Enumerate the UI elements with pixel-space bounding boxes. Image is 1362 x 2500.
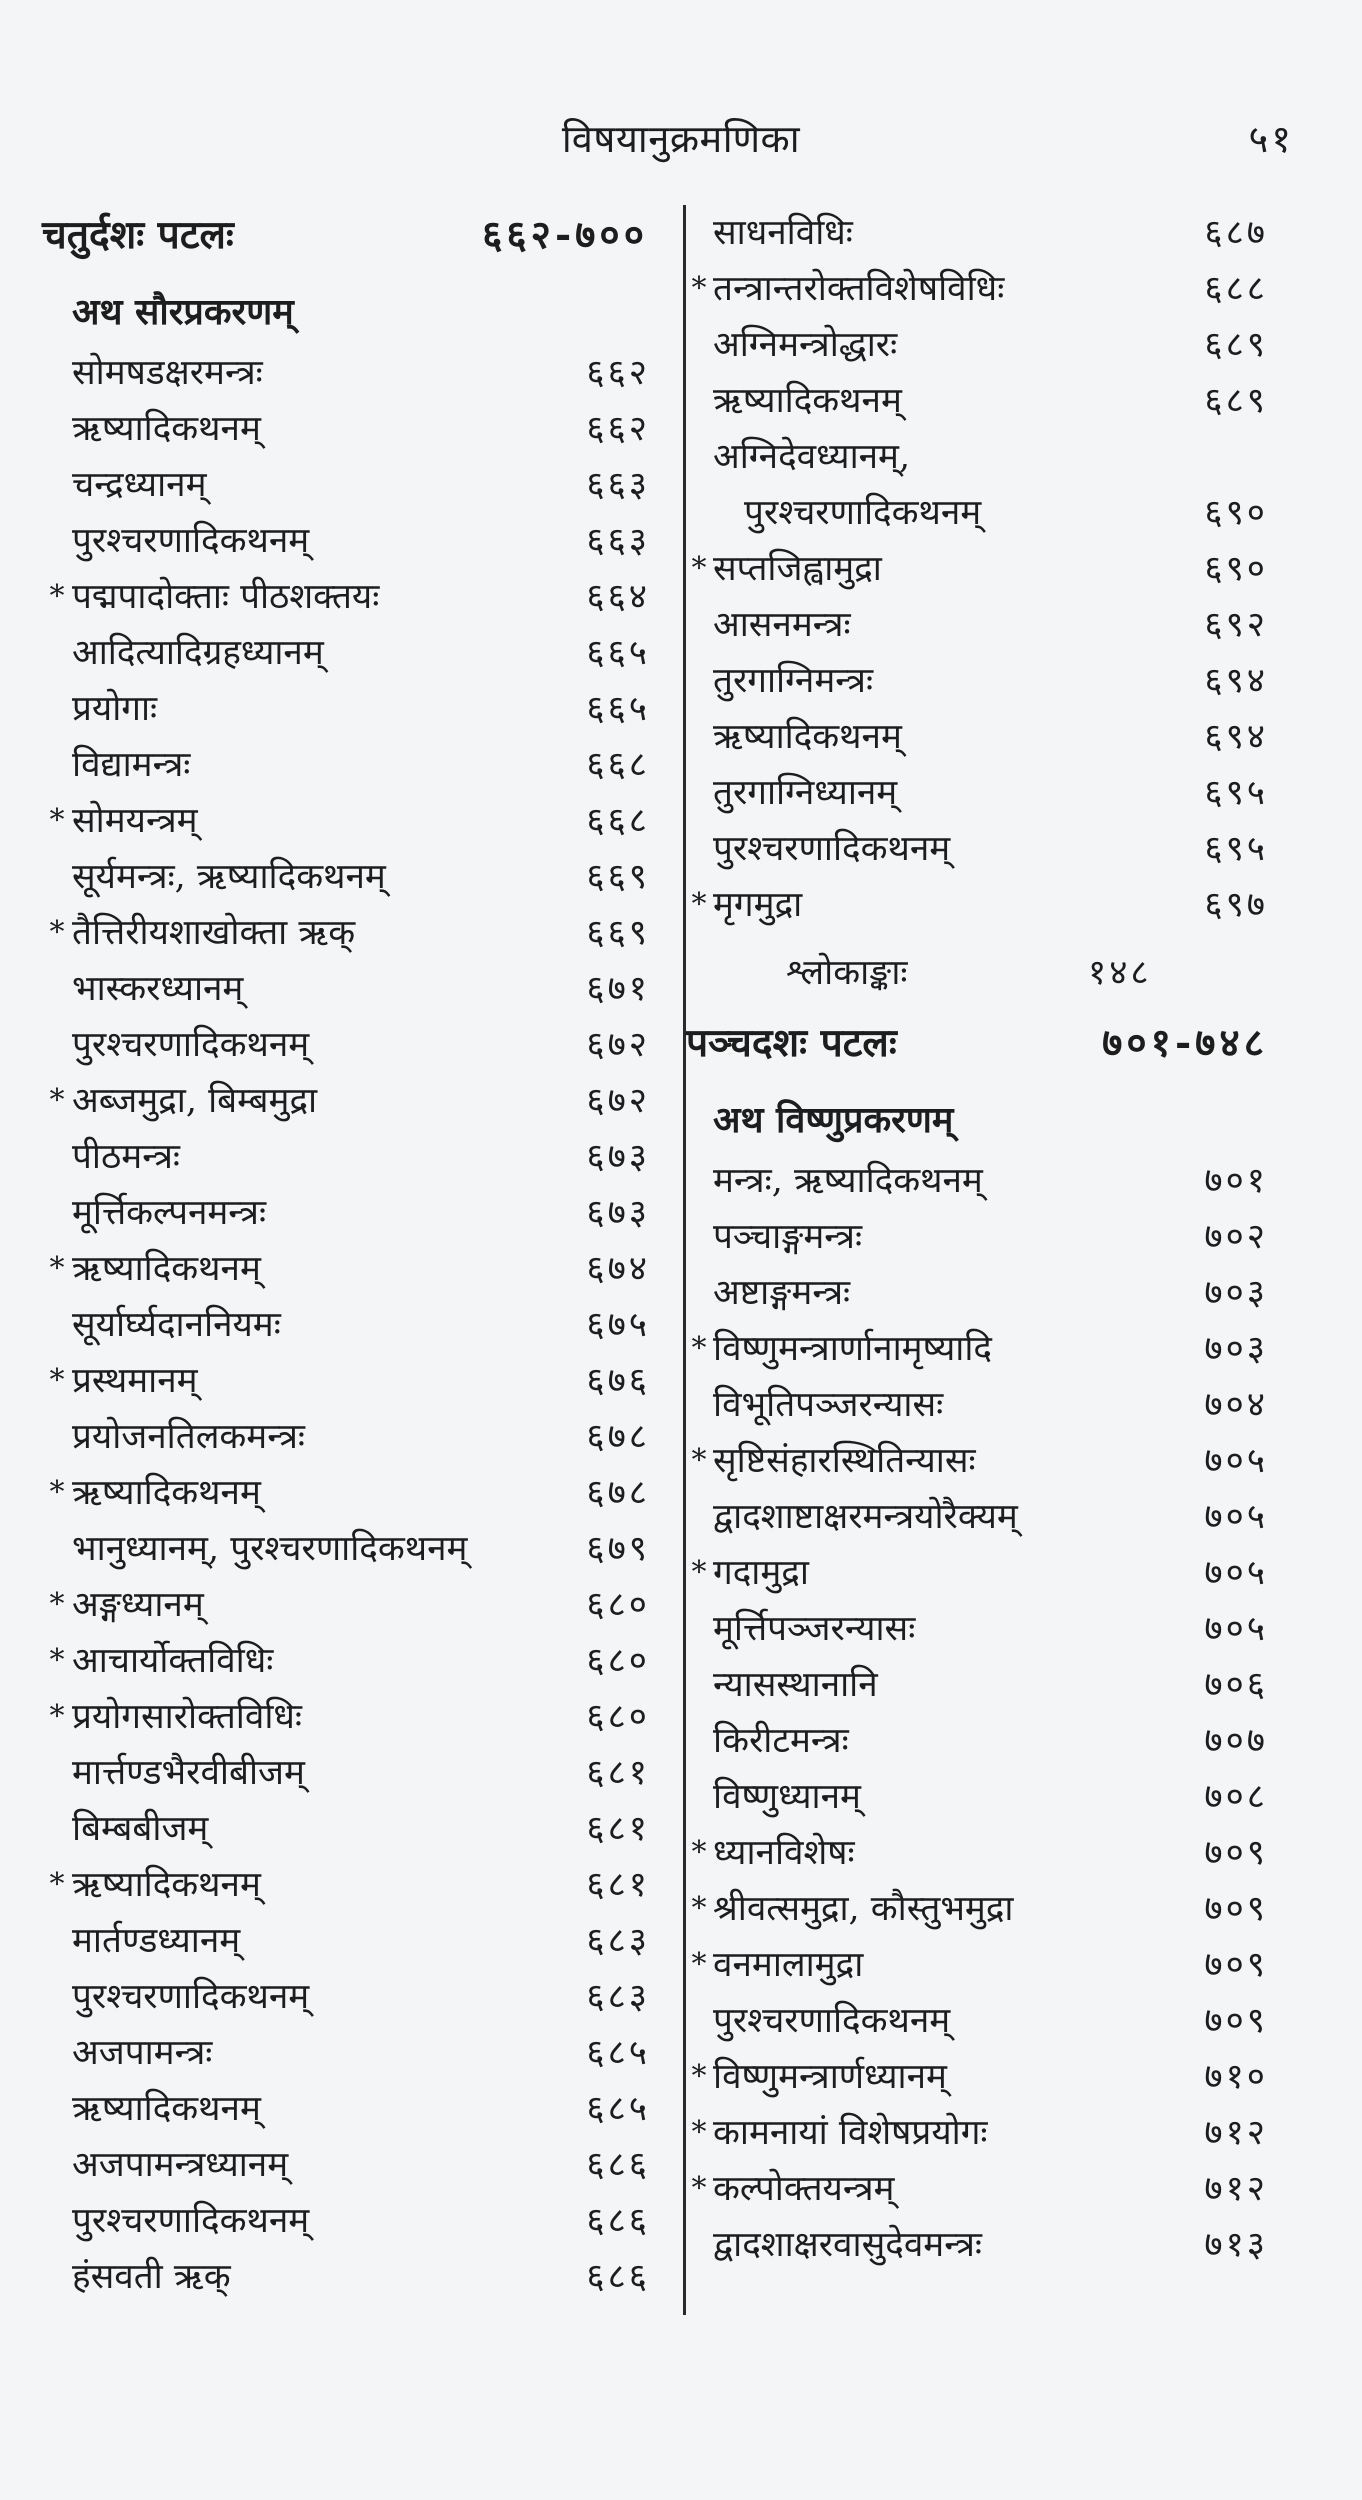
toc-entry-page: ७०८ — [1204, 1777, 1268, 1817]
toc-entry-title: मार्तण्डध्यानम् — [72, 1921, 241, 1961]
toc-entry-page: ६८० — [586, 1585, 650, 1625]
toc-entry — [686, 653, 1286, 709]
toc-entry-page: ६७४ — [586, 1249, 650, 1289]
asterisk-marker: * — [691, 2059, 707, 2094]
toc-entry-title: पुरश्चरणादिकथनम् — [713, 829, 951, 869]
toc-entry-title: ध्यानविशेषः — [713, 1833, 855, 1873]
toc-entry — [686, 1489, 1286, 1545]
toc-entry-page: ६९४ — [1204, 661, 1268, 701]
asterisk-marker: * — [49, 803, 65, 838]
toc-entry — [42, 1801, 660, 1857]
toc-entry-title: ऋष्यादिकथनम् — [72, 1865, 261, 1905]
toc-entry-page: ६६२ — [586, 409, 650, 449]
toc-entry-page: ६७८ — [586, 1473, 650, 1513]
asterisk-marker: * — [49, 915, 65, 950]
toc-entry-title: द्वादशाक्षरवासुदेवमन्त्रः — [713, 2225, 982, 2265]
toc-entry-page: ६८३ — [586, 1977, 650, 2017]
toc-entry-page: ६८६ — [586, 2145, 650, 2185]
toc-list — [686, 1153, 1286, 2273]
toc-entry-page: ६८६ — [586, 2257, 650, 2297]
toc-entry-title: तुरगाग्निमन्त्रः — [713, 661, 874, 701]
toc-entry-page: ६९५ — [1204, 829, 1268, 869]
toc-entry — [686, 1993, 1286, 2049]
toc-entry-page: ७०६ — [1204, 1665, 1268, 1705]
asterisk-marker: * — [49, 1083, 65, 1118]
toc-entry-page: ६८१ — [586, 1809, 650, 1849]
toc-entry-page: ६९० — [1204, 549, 1268, 589]
toc-entry — [42, 1129, 660, 1185]
toc-entry-page: ६८१ — [586, 1753, 650, 1793]
toc-entry — [686, 1881, 1286, 1937]
toc-entry-title: मार्त्तण्डभैरवीबीजम् — [72, 1753, 305, 1793]
toc-entry — [686, 205, 1286, 261]
toc-entry-title: किरीटमन्त्रः — [713, 1721, 849, 1761]
toc-entry-title: सप्तजिह्वामुद्रा — [713, 549, 882, 589]
toc-entry — [42, 1633, 660, 1689]
toc-entry-page: ७०५ — [1204, 1609, 1268, 1649]
toc-entry — [686, 1433, 1286, 1489]
toc-entry-page: ७०९ — [1204, 1945, 1268, 1985]
toc-entry-title: तुरगाग्निध्यानम् — [713, 773, 898, 813]
toc-entry — [42, 1857, 660, 1913]
toc-entry — [42, 2137, 660, 2193]
chapter-heading — [42, 205, 660, 265]
toc-entry — [42, 1521, 660, 1577]
toc-entry-title: अङ्गध्यानम् — [72, 1585, 204, 1625]
toc-entry-title: अष्टाङ्गमन्त्रः — [713, 1273, 851, 1313]
asterisk-marker: * — [49, 1699, 65, 1734]
toc-entry-page: ६८७ — [1204, 213, 1268, 253]
toc-entry-page: ६६३ — [586, 521, 650, 561]
toc-entry-title: प्रस्थमानम् — [72, 1361, 198, 1401]
toc-entry-page: ७०५ — [1204, 1553, 1268, 1593]
chapter-page-range: ७०१-७४८ — [1102, 1020, 1268, 1066]
toc-entry — [686, 2217, 1286, 2273]
toc-entry-title: भानुध्यानम्, पुरश्चरणादिकथनम् — [72, 1529, 468, 1569]
right-column — [686, 205, 1286, 2273]
toc-entry — [686, 2049, 1286, 2105]
toc-entry-title: प्रयोगाः — [72, 689, 158, 729]
toc-entry-title: ऋष्यादिकथनम् — [713, 381, 902, 421]
toc-entry-page: ६८० — [586, 1697, 650, 1737]
toc-entry-page: ६७५ — [586, 1305, 650, 1345]
toc-entry-title: तैत्तिरीयशाखोक्ता ऋक् — [72, 913, 356, 953]
toc-entry-page: ७०२ — [1204, 1217, 1268, 1257]
toc-entry-page: ६८६ — [586, 2201, 650, 2241]
asterisk-marker: * — [691, 1331, 707, 1366]
toc-entry-page: ६८९ — [1204, 381, 1268, 421]
asterisk-marker: * — [691, 2115, 707, 2150]
toc-entry — [42, 1241, 660, 1297]
toc-entry-title: विष्णुमन्त्रार्णध्यानम् — [713, 2057, 947, 2097]
toc-entry — [686, 1937, 1286, 1993]
toc-entry-title: वनमालामुद्रा — [713, 1945, 864, 1985]
toc-entry-title: कल्पोक्तयन्त्रम् — [713, 2169, 895, 2209]
toc-entry — [42, 513, 660, 569]
toc-entry-title: पद्मपादोक्ताः पीठशक्तयः — [72, 577, 380, 617]
toc-entry-title: आदित्यादिग्रहध्यानम् — [72, 633, 324, 673]
toc-entry — [42, 1577, 660, 1633]
toc-entry-title: पुरश्चरणादिकथनम् — [744, 493, 982, 533]
toc-entry-title: अग्निमन्त्रोद्धारः — [713, 325, 898, 365]
toc-entry — [42, 1913, 660, 1969]
asterisk-marker: * — [691, 271, 707, 306]
page-number: ५१ — [1248, 117, 1294, 161]
toc-entry-title: ऋष्यादिकथनम् — [72, 1473, 261, 1513]
toc-entry-page: ६९४ — [1204, 717, 1268, 757]
toc-entry — [686, 1713, 1286, 1769]
asterisk-marker: * — [691, 1443, 707, 1478]
toc-entry-title: द्वादशाष्टाक्षरमन्त्रयोरैक्यम् — [713, 1497, 1018, 1537]
page-title: विषयानुक्रमणिका — [561, 117, 801, 161]
toc-entry-title: पुरश्चरणादिकथनम् — [72, 1977, 310, 2017]
toc-entry — [686, 1321, 1286, 1377]
asterisk-marker: * — [49, 579, 65, 614]
toc-entry — [686, 2105, 1286, 2161]
toc-entry-page: ६७९ — [586, 1529, 650, 1569]
toc-entry — [686, 1769, 1286, 1825]
toc-entry-page: ६९२ — [1204, 605, 1268, 645]
toc-entry-title: सोमयन्त्रम् — [72, 801, 198, 841]
toc-entry-title: ऋष्यादिकथनम् — [72, 1249, 261, 1289]
toc-entry-title: पुरश्चरणादिकथनम् — [72, 521, 310, 561]
toc-entry — [42, 2081, 660, 2137]
toc-entry-page: ६७८ — [586, 1417, 650, 1457]
toc-entry — [686, 261, 1286, 317]
toc-entry — [686, 1601, 1286, 1657]
toc-entry-title: सृष्टिसंहारस्थितिन्यासः — [713, 1441, 976, 1481]
toc-entry — [42, 1409, 660, 1465]
asterisk-marker: * — [49, 1587, 65, 1622]
chapter-page-range: ६६२-७०० — [482, 212, 648, 258]
toc-entry-title: प्रयोजनतिलकमन्त्रः — [72, 1417, 305, 1457]
toc-entry-page: ६६४ — [586, 577, 650, 617]
toc-entry — [686, 485, 1286, 541]
toc-entry — [42, 1017, 660, 1073]
toc-entry-page: ६६२ — [586, 353, 650, 393]
toc-entry-title: विद्यामन्त्रः — [72, 745, 191, 785]
toc-entry-title: मन्त्रः, ऋष्यादिकथनम् — [713, 1161, 983, 1201]
toc-entry-page: ६८१ — [586, 1865, 650, 1905]
toc-entry-title: भास्करध्यानम् — [72, 969, 244, 1009]
toc-entry-title: सूर्यार्घ्यदाननियमः — [72, 1305, 281, 1345]
toc-entry — [686, 597, 1286, 653]
toc-entry-page: ६६९ — [586, 857, 650, 897]
toc-entry-title: हंसवती ऋक् — [72, 2257, 231, 2297]
toc-entry-title: आचार्योक्तविधिः — [72, 1641, 274, 1681]
toc-entry — [686, 317, 1286, 373]
toc-entry-title: पञ्चाङ्गमन्त्रः — [713, 1217, 863, 1257]
toc-entry-title: मृगमुद्रा — [713, 885, 803, 925]
toc-entry — [42, 793, 660, 849]
verse-count — [686, 933, 1286, 1013]
toc-entry-title: अजपामन्त्रः — [72, 2033, 213, 2073]
toc-entry — [42, 569, 660, 625]
toc-entry-page: ६७३ — [586, 1193, 650, 1233]
toc-entry-title: पुरश्चरणादिकथनम् — [72, 2201, 310, 2241]
toc-entry-title: प्रयोगसारोक्तविधिः — [72, 1697, 302, 1737]
toc-entry-page: ६७२ — [586, 1081, 650, 1121]
asterisk-marker: * — [49, 1251, 65, 1286]
toc-entry-page: ६९७ — [1204, 885, 1268, 925]
toc-entry-page: ६६३ — [586, 465, 650, 505]
toc-entry-page: ६७६ — [586, 1361, 650, 1401]
toc-entry — [686, 821, 1286, 877]
toc-entry-page: ७१२ — [1204, 2169, 1268, 2209]
toc-list — [42, 345, 660, 2305]
toc-entry-title: अग्निदेवध्यानम्, — [713, 437, 911, 477]
toc-entry — [42, 401, 660, 457]
toc-entry-title: साधनविधिः — [713, 213, 853, 253]
toc-entry-title: आसनमन्त्रः — [713, 605, 851, 645]
toc-entry-page: ६८९ — [1204, 325, 1268, 365]
toc-entry-title: सोमषडक्षरमन्त्रः — [72, 353, 263, 393]
toc-entry-page: ७०९ — [1204, 2001, 1268, 2041]
toc-entry — [42, 2249, 660, 2305]
toc-entry-title: श्रीवत्समुद्रा, कौस्तुभमुद्रा — [713, 1889, 1014, 1929]
toc-entry-title: अब्जमुद्रा, बिम्बमुद्रा — [72, 1081, 318, 1121]
toc-entry-title: मूर्त्तिकल्पनमन्त्रः — [72, 1193, 267, 1233]
toc-entry-title: बिम्बबीजम् — [72, 1809, 209, 1849]
toc-entry — [42, 1185, 660, 1241]
toc-entry — [686, 709, 1286, 765]
asterisk-marker: * — [691, 2171, 707, 2206]
toc-entry-page: ७०५ — [1204, 1441, 1268, 1481]
section-subheading: अथ विष्णुप्रकरणम् — [713, 1099, 954, 1141]
left-column — [42, 205, 660, 2305]
toc-entry — [686, 1657, 1286, 1713]
toc-entry-page: ६९५ — [1204, 773, 1268, 813]
toc-entry-title: ऋष्यादिकथनम् — [713, 717, 902, 757]
toc-entry — [686, 1377, 1286, 1433]
toc-entry — [42, 1689, 660, 1745]
toc-entry-page: ६८३ — [586, 1921, 650, 1961]
asterisk-marker: * — [691, 1835, 707, 1870]
toc-entry-page: ७०३ — [1204, 1273, 1268, 1313]
toc-entry-page: ६७१ — [586, 969, 650, 1009]
toc-entry — [686, 1265, 1286, 1321]
asterisk-marker: * — [691, 1891, 707, 1926]
section-subheading: अथ सौरप्रकरणम् — [72, 291, 294, 333]
toc-entry — [42, 905, 660, 961]
toc-entry-title: विष्णुमन्त्रार्णानामृष्यादि — [713, 1329, 993, 1369]
toc-entry-page: ६६५ — [586, 633, 650, 673]
toc-entry — [686, 1209, 1286, 1265]
verse-count-label: श्लोकाङ्काः — [786, 953, 908, 993]
toc-entry-page: ७०१ — [1204, 1161, 1268, 1201]
toc-entry-title: पुरश्चरणादिकथनम् — [713, 2001, 951, 2041]
toc-entry — [42, 625, 660, 681]
toc-entry-page: ६८५ — [586, 2033, 650, 2073]
toc-entry-page: ६६८ — [586, 801, 650, 841]
toc-entry-page: ७०४ — [1204, 1385, 1268, 1425]
toc-entry-page: ६९० — [1204, 493, 1268, 533]
toc-entry — [686, 765, 1286, 821]
toc-entry-page: ६६८ — [586, 745, 650, 785]
toc-entry-page: ७०३ — [1204, 1329, 1268, 1369]
toc-entry-title: ऋष्यादिकथनम् — [72, 409, 261, 449]
toc-entry — [42, 1353, 660, 1409]
toc-entry-page: ६६९ — [586, 913, 650, 953]
toc-entry-page: ७१३ — [1204, 2225, 1268, 2265]
toc-entry-page: ७१० — [1204, 2057, 1268, 2097]
toc-entry — [686, 1545, 1286, 1601]
asterisk-marker: * — [49, 1475, 65, 1510]
toc-entry-page: ६८८ — [1204, 269, 1268, 309]
toc-entry-page: ७०५ — [1204, 1497, 1268, 1537]
toc-entry — [686, 877, 1286, 933]
toc-entry-title: चन्द्रध्यानम् — [72, 465, 207, 505]
chapter-title: चतुर्दशः पटलः — [42, 212, 234, 258]
toc-entry — [42, 457, 660, 513]
toc-entry-title: ऋष्यादिकथनम् — [72, 2089, 261, 2129]
toc-entry-page: ७०७ — [1204, 1721, 1268, 1761]
toc-entry-title: न्यासस्थानानि — [713, 1665, 878, 1705]
toc-entry-page: ६८० — [586, 1641, 650, 1681]
asterisk-marker: * — [691, 887, 707, 922]
toc-entry-title: सूर्यमन्त्रः, ऋष्यादिकथनम् — [72, 857, 386, 897]
asterisk-marker: * — [49, 1643, 65, 1678]
toc-entry — [42, 737, 660, 793]
asterisk-marker: * — [49, 1867, 65, 1902]
toc-entry-title: विष्णुध्यानम् — [713, 1777, 861, 1817]
toc-entry-title: अजपामन्त्रध्यानम् — [72, 2145, 289, 2185]
toc-entry-title: कामनायां विशेषप्रयोगः — [713, 2113, 988, 2153]
toc-entry — [42, 1073, 660, 1129]
toc-entry — [686, 2161, 1286, 2217]
toc-entry — [686, 541, 1286, 597]
verse-count-value: १४८ — [1088, 953, 1152, 993]
toc-entry — [686, 373, 1286, 429]
chapter-heading — [686, 1013, 1286, 1073]
toc-entry-title: तन्त्रान्तरोक्तविशेषविधिः — [713, 269, 1005, 309]
asterisk-marker: * — [691, 1555, 707, 1590]
toc-entry — [42, 849, 660, 905]
chapter-title: पञ्चदशः पटलः — [686, 1020, 897, 1066]
asterisk-marker: * — [691, 1947, 707, 1982]
toc-entry-page: ६८५ — [586, 2089, 650, 2129]
toc-entry — [42, 1297, 660, 1353]
toc-entry-title: मूर्त्तिपञ्जरन्यासः — [713, 1609, 916, 1649]
toc-entry-title: पीठमन्त्रः — [72, 1137, 180, 1177]
toc-entry — [42, 961, 660, 1017]
toc-entry — [686, 429, 1286, 485]
toc-entry-page: ६७३ — [586, 1137, 650, 1177]
asterisk-marker: * — [691, 551, 707, 586]
toc-entry — [686, 1153, 1286, 1209]
toc-entry-page: ६७२ — [586, 1025, 650, 1065]
toc-entry — [42, 1745, 660, 1801]
toc-entry — [42, 2193, 660, 2249]
toc-entry-title: पुरश्चरणादिकथनम् — [72, 1025, 310, 1065]
toc-entry-page: ७०९ — [1204, 1833, 1268, 1873]
toc-entry — [42, 1465, 660, 1521]
toc-entry — [686, 1825, 1286, 1881]
toc-entry-title: विभूतिपञ्जरन्यासः — [713, 1385, 944, 1425]
toc-entry-page: ७०९ — [1204, 1889, 1268, 1929]
toc-entry-page: ६६५ — [586, 689, 650, 729]
toc-entry-title: गदामुद्रा — [713, 1553, 809, 1593]
toc-entry-page: ७१२ — [1204, 2113, 1268, 2153]
toc-list — [686, 205, 1286, 933]
toc-entry — [42, 1969, 660, 2025]
asterisk-marker: * — [49, 1363, 65, 1398]
toc-entry — [42, 2025, 660, 2081]
toc-entry — [42, 345, 660, 401]
toc-entry — [42, 681, 660, 737]
